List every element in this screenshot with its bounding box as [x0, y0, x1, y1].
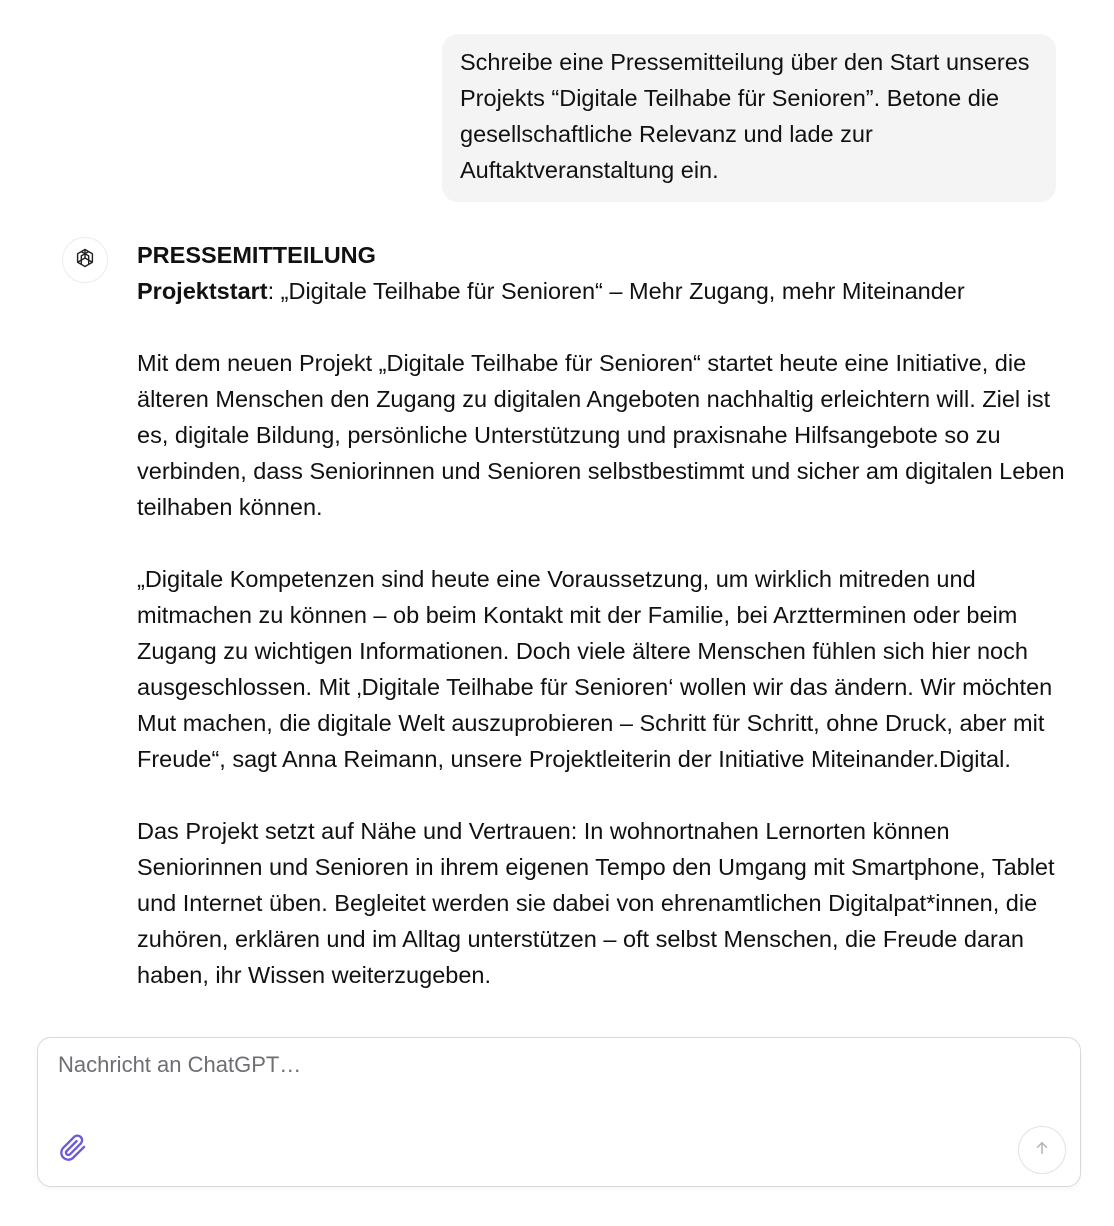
press-release-subheading: [137, 273, 1067, 309]
user-message-bubble: [442, 34, 1056, 202]
paragraph-spacer: [137, 309, 1067, 345]
send-button[interactable]: [1018, 1126, 1066, 1174]
user-message-text: Schreibe eine Pressemitteilung über den Start unseres Projekts “Digitale Teilhabe für Senioren”. Betone die gesellschaftliche Relevanz und lade zur Auftaktveranstaltung ein.: [460, 49, 1030, 183]
openai-logo-icon: [73, 246, 97, 275]
press-release-paragraph: Mit dem neuen Projekt „Digitale Teilhabe für Senioren“ startet heute eine Initiative, die älteren Menschen den Zugang zu digitalen Angeboten nachhaltig erleichtern will. Ziel ist es, digitale Bildung, persönliche Unterstützung und praxisnahe Hilfsangebote so zu verbinden, dass Seniorinnen und Senioren selbstbestimmt und sicher am digitalen Leben teilhaben können.: [137, 350, 1065, 520]
message-composer: [37, 1037, 1081, 1187]
arrow-up-icon: [1033, 1139, 1051, 1162]
attach-button[interactable]: [58, 1135, 88, 1165]
press-release-paragraph: Das Projekt setzt auf Nähe und Vertrauen: In wohnortnahen Lernorten können Seniorinnen und Senioren in ihrem eigenen Tempo den Umgang mit Smartphone, Tablet und Internet üben. Begleitet werden sie dabei von ehrenamtlichen Digitalpat*innen, die zuhören, erklären und im Alltag unterstützen – oft selbst Menschen, die Freude daran haben, ihr Wissen weiterzugeben.: [137, 818, 1055, 988]
press-release-paragraph: „Digitale Kompetenzen sind heute eine Voraussetzung, um wirklich mitreden und mitmachen zu können – ob beim Kontakt mit der Familie, bei Arztterminen oder beim Zugang zu wichtigen Informationen. Doch viele ältere Menschen fühlen sich hier noch ausgeschlossen. Mit ‚Digitale Teilhabe für Senioren‘ wollen wir das ändern. Wir möchten Mut machen, die digitale Welt auszuprobieren – Schritt für Schritt, ohne Druck, aber mit Freude“, sagt Anna Reimann, unsere Projektleiterin der Initiative Miteinander.Digital.: [137, 566, 1053, 772]
paperclip-icon: [59, 1134, 87, 1167]
assistant-avatar: [62, 237, 108, 283]
message-input[interactable]: [58, 1052, 1038, 1078]
press-release-heading: PRESSEMITTEILUNG: [137, 242, 376, 268]
subheading-text: : „Digitale Teilhabe für Senioren“ – Mehr Zugang, mehr Miteinander: [267, 278, 965, 304]
subheading-label: Projektstart: [137, 278, 268, 304]
assistant-message: [137, 237, 1067, 1029]
